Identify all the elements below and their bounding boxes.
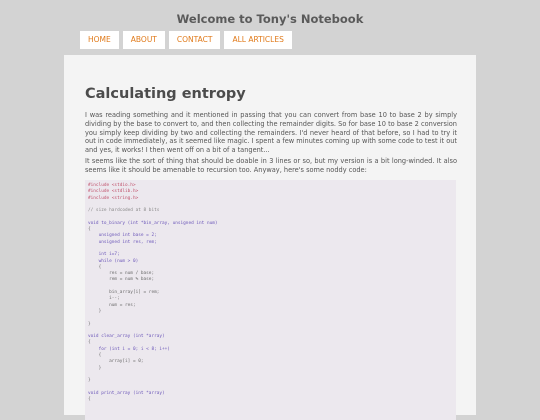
nav-contact-link[interactable]: CONTACT [169, 31, 221, 49]
code-line: unsigned int res, rem; [88, 239, 157, 245]
code-line: } [88, 308, 102, 314]
code-line: { [88, 340, 91, 346]
code-line: #include <stdlib.h> [88, 189, 139, 195]
code-line: #include <string.h> [88, 195, 139, 201]
nav-all-articles-link[interactable]: ALL ARTICLES [224, 31, 291, 49]
main-nav [80, 31, 292, 49]
post-title: Calculating entropy [85, 86, 246, 102]
code-line: int i=7; [88, 252, 120, 258]
code-line: rem = num % base; [88, 277, 155, 283]
code-line: // size hardcoded at 8 bits [88, 208, 160, 214]
code-line: { [88, 264, 102, 270]
code-line: void to_binary (int *bin_array, unsigned int num) [88, 220, 218, 226]
nav-about-link[interactable]: ABOUT [123, 31, 165, 49]
code-line: { [88, 353, 102, 359]
code-line: res = num / base; [88, 271, 155, 277]
post-paragraph-code-intro: It seems like the sort of thing that should be doable in 3 lines or so, but my version is a bit long-winded. It also seems like it should be amenable to recursion too. Anyway, here's some noddy code: [85, 157, 457, 174]
code-line: while (num > 0) [88, 258, 139, 264]
code-block[interactable] [85, 180, 456, 420]
code-line: } [88, 378, 91, 384]
code-listing [85, 180, 456, 403]
code-line: unsigned int base = 2; [88, 233, 157, 239]
code-line: array[i] = 0; [88, 359, 144, 365]
code-line: num = res; [88, 302, 136, 308]
code-line: } [88, 365, 102, 371]
code-line: #include <stdio.h> [88, 183, 136, 188]
post-paragraph-intro: I was reading something and it mentioned in passing that you can convert from base 10 to base 2 by simply dividing by the base to convert to, and then collecting the remainder digits. So for base 10 to base 2 conversion you simply keep dividing by two and collecting the remainders. I'd never heard of that before, so I had to try it out in code immediately, as it seemed like magic. I spent a few minutes coming up with some code to test it out and yes, it works! I then went off on a bit of a tangent... [85, 111, 457, 155]
code-line: for (int i = 0; i < 8; i++) [88, 346, 170, 352]
code-line: { [88, 397, 91, 403]
code-line: void clear_array (int *array) [88, 334, 165, 340]
nav-home-link[interactable]: HOME [80, 31, 119, 49]
code-line: } [88, 321, 91, 327]
code-line: i--; [88, 296, 120, 302]
code-line: void print_array (int *array) [88, 390, 165, 396]
code-line: bin_array[i] = rem; [88, 290, 160, 296]
site-title: Welcome to Tony's Notebook [176, 12, 364, 26]
code-line: { [88, 227, 91, 233]
